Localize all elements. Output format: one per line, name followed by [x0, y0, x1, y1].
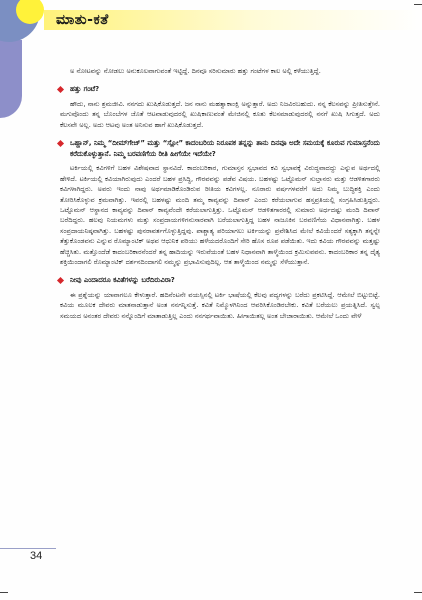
crop-mark-bottom-right [414, 592, 422, 593]
question-text: ಹತ್ತು ಗಂಟೆ? [70, 85, 100, 94]
answer-paragraph: ಹೌದು, ನಾನು ಶ್ರಮಜೀವಿ. ನನಗದು ಖುಷಿಕೊಡುತ್ತದೆ. ಜನ ನಾನು ಮಹತ್ವಾಕಾಂಕ್ಷಿ ಅನ್ನುತ್ತಾರೆ. ಅದು ನಿಜವಿರಬಹುದು. ನನ್ನ ಕೆಲಸವನ್ನು ಪ್ರೀತಿಸುತ್ತೇನೆ. ಮಗುವೊಂದು ತನ್ನ ಬೊಂಬೆಗಳ ಜೊತೆ ಆಟವಾಡುವುದರಲ್ಲಿ ಖುಷಿಕಾಣುವಂತೆ ಮೇಜಿನಲ್ಲಿ ಕೂತು ಕೆಲಸಮಾಡುವುದರಲ್ಲಿ ನನಗೆ ಖುಷಿ ಸಿಗುತ್ತದೆ. ಅದು ಕೆಲಸವೇ ಅಲ್ಲ. ಅದು ಆಟವು ಅಂತ ಅನಿಸುವ ಹಾಗೆ ಖುಷಿಕೊಡುತ್ತದೆ. [60, 100, 380, 129]
crop-mark-top-right [414, 4, 422, 5]
question-text: ನೀವು ಎಂದಾದರೂ ಕವಿತೆಗಳನ್ನು ಬರೆದಿರುವಿರಾ? [70, 276, 175, 285]
section-title: ಮಾತು-ಕತೆ [56, 12, 109, 28]
question-heading [60, 84, 380, 95]
answer-paragraph: ಈ ಪ್ರಶ್ನೆಯನ್ನು ಯಾವಾಗಲೂ ಕೇಳುತ್ತಾರೆ. ಹದಿನೆಂಟನೇ ವಯಸ್ಸಿನಲ್ಲಿ ಟರ್ಕಿ ಭಾಷೆಯಲ್ಲಿ ಕೆಲವು ಪದ್ಯಗಳನ್ನು ಬರೆದು ಪ್ರಕಟಿಸಿದ್ದೆ. ಆಮೇಲೆ ಬಿಟ್ಟುಬಿಟ್ಟೆ. ಕವಿಯ ಮೂಲಕ ದೇವರು ಮಾತನಾಡುತ್ತಾನೆ ಅಂತ ನನಗನ್ನಿಸುತ್ತೆ. ಕವಿತೆ ನಿಮ್ಮೊಳಗಿನಿಂದ ಆವರಿಸಿಕೊಂಡಿರಬೇಕು. ಕವಿತೆ ಬರೆಯಲು ಪ್ರಯತ್ನಿಸಿದೆ. ಸ್ವಲ್ಪ ಸಮಯದ ಅನಂತರ ದೇವರು ನನ್ನೊಂದಿಗೆ ಮಾತಾಡುತ್ತಿಲ್ಲ ಎಂದು ನನಗರ್ಥವಾಯಿತು. ಹೀಗಾಯಿತಲ್ಲ ಅಂತ ಬೇಜಾರಾಯಿತು. ಆಮೇಲೆ ಒಂದು ವೇಳೆ [60, 291, 380, 320]
intro-paragraph: ಅ ನೋಟವನ್ನು ನೋಡಲು ಅನುಕೂಲವಾಗುವಂತೆ ಇಟ್ಟಿದ್ದೆ. ದಿನವೂ ಸರಿಸುಮಾರು ಹತ್ತು ಗಂಟೆಗಳ ಕಾಲ ಅಲ್ಲಿ ಕಳೆಯುತ್ತಿದ್ದೆ. [70, 67, 321, 75]
answer-paragraph: ಟರ್ಕಿಯಲ್ಲಿ ಕವಿಗಳಿಗೆ ಬಹಳ ವಿಶೇಷವಾದ ಸ್ಥಾನವಿದೆ. ಕಾದಂಬರಿಕಾರ, ಗುಮಾಸ್ತನ ಸ್ವಭಾವದ ಕವಿ ಸ್ವಭಾವಕ್ಕೆ ವಿರುದ್ಧವಾದದ್ದು ಎನ್ನುವ ಅರ್ಥದಲ್ಲಿ ಹೇಳಿದೆ. ಟರ್ಕಿಯಲ್ಲಿ ಕವಿಯಾಗಿರುವುದು ಎಂದರೆ ಬಹಳ ಪ್ರಸಿದ್ಧಿ, ಗೌರವವನ್ನು ಪಡೆವ ವಿಷಯ. ಬಹಳಷ್ಟು ಒಟ್ಟೊಮನ್ ಸುಲ್ತಾನರು ಮತ್ತು ಆಡಳಿತಗಾರರು ಕವಿಗಳಾಗಿದ್ದರು. ಅವರು ಇಂದು ನಾವು ಅರ್ಥಮಾಡಿಕೊಂಡಿರುವ ರೀತಿಯ ಕವಿಗಳಲ್ಲ. ನೂರಾರು ವರ್ಷಗಳವರೆಗೆ ಅದು ನಿಮ್ಮ ಬುದ್ಧಿಶಕ್ತಿ ಎಂದು ತೋರಿಸಿಕೊಳ್ಳುವ ಕ್ರಮವಾಗಿತ್ತು. ಇವರಲ್ಲಿ ಬಹಳಷ್ಟು ಮಂದಿ ತಮ್ಮ ಕಾವ್ಯವನ್ನು ದಿವಾನ್ ಎಂದು ಕರೆಯಲಾಗುವ ಹಸ್ತಪ್ರತಿಯಲ್ಲಿ ಸಂಗ್ರಹಿಸಿಡುತ್ತಿದ್ದರು. ಒಟ್ಟೊಮನ್ ಆಸ್ಥಾನದ ಕಾವ್ಯವನ್ನು ದಿವಾನ್ ಕಾವ್ಯವೆಂದೇ ಕರೆಯಲಾಗುತ್ತಿತ್ತು. ಒಟ್ಟೊಮನ್ ಆಡಳಿತಗಾರರಲ್ಲಿ ಸುಮಾರು ಅರ್ಧದಷ್ಟು ಮಂದಿ ದಿವಾನ್ ಬರೆದಿದ್ದರು. ಹಲವು ನಿಯಮಗಳು ಮತ್ತು ಸಂಪ್ರದಾಯಗಳಿಗನುಸಾರವಾಗಿ ಬರೆಯಲಾಗುತ್ತಿದ್ದ ಬಹಳ ನಾಜೂಕಿನ ಬರವಣಿಗೆಯ ವಿಧಾನವಾಗಿತ್ತು. ಬಹಳ ಸಂಪ್ರದಾಯನಿಷ್ಠವಾಗಿತ್ತು. ಬಹಳಷ್ಟು ಪುನರಾವರ್ತಗೊಳ್ಳುತ್ತಿದ್ದವು. ಪಾಶ್ಚಾತ್ಯ ಪರಿಯಾಗಲು ಟರ್ಕಿಯನ್ನು ಪ್ರವೇಶಿಸಿದ ಮೇಲೆ ಕವಿಯೆಂದರೆ ಸತ್ಯಕ್ಕಾಗಿ ತನ್ನನ್ನೇ ತೆತ್ತುಕೊಂಡವನು ಎನ್ನುವ ರೊಮ್ಯಾಂಟಿಕ್ ಅಥವ ಆಧುನಿಕ ಪರಿಯು ಹಳೆಯದರೊಂದಿಗೆ ಸೇರಿ ಹೊಸ ರೂಪ ಪಡೆಯಿತು. ಇದು ಕವಿಯ ಗೌರವವನ್ನು ಮತ್ತಷ್ಟು ಹೆಚ್ಚಿಸಿತು. ಮತ್ತೊಂದೆಡೆ ಕಾದಂಬರಿಕಾರನೆಂದರೆ ತನ್ನ ಹಾದಿಯನ್ನು ಇರುವೆಯಂತೆ ಬಹಳ ನಿಧಾನವಾಗಿ ತಾಳ್ಮೆಯಿಂದ ಕ್ರಮಿಸುವವನು. ಕಾದಂಬರಿಕಾರ ತನ್ನ ದೈತ್ಯ ಶಕ್ತಿಯಿಂದಾಗಲಿ ರೊಮ್ಯಾಂಟಿಕ್ ದರ್ಶನದಿಂದಾಗಲಿ ನಮ್ಮನ್ನು ಪ್ರಭಾವಿಸುವುದಿಲ್ಲ. ಆತ ತಾಳ್ಮೆಯಿಂದ ನಮ್ಮನ್ನು ಸೆಳೆಯುತ್ತಾನೆ. [60, 164, 380, 267]
question-heading [60, 138, 380, 159]
question-text: ಒಹ್ಹಾನ್, ನಿಮ್ಮ “ದೀಮ್‌ಗೇಜ್” ಮತ್ತು “ಸ್ಲೋ” ಕಾದಂಬರಿಯ ನಿರೂಪಕ ತನ್ನನ್ನು ತಾನು ದಿನವೂ ಅದೇ ಸಮಯಕ್ಕೆ ಕೂರುವ ಗುಮಾಸ್ತನೆಂದು ಕರೆದುಕೊಳ್ಳುತ್ತಾನೆ. ನಿಮ್ಮ ಬರವಣಿಗೆಯ ರೀತಿ ಹೀಗೆಯೇ ಇದೆಯೇ? [70, 139, 380, 158]
decorative-circle-yellow [16, 0, 44, 24]
question-heading [60, 275, 380, 286]
page-number: 34 [30, 550, 43, 562]
diamond-bullet-icon [57, 86, 64, 93]
article-body [60, 66, 380, 329]
diamond-bullet-icon [57, 140, 64, 147]
diamond-bullet-icon [57, 277, 64, 284]
decorative-band [0, 40, 22, 118]
crop-mark-bottom-left [0, 592, 8, 593]
footer-divider [0, 548, 56, 549]
